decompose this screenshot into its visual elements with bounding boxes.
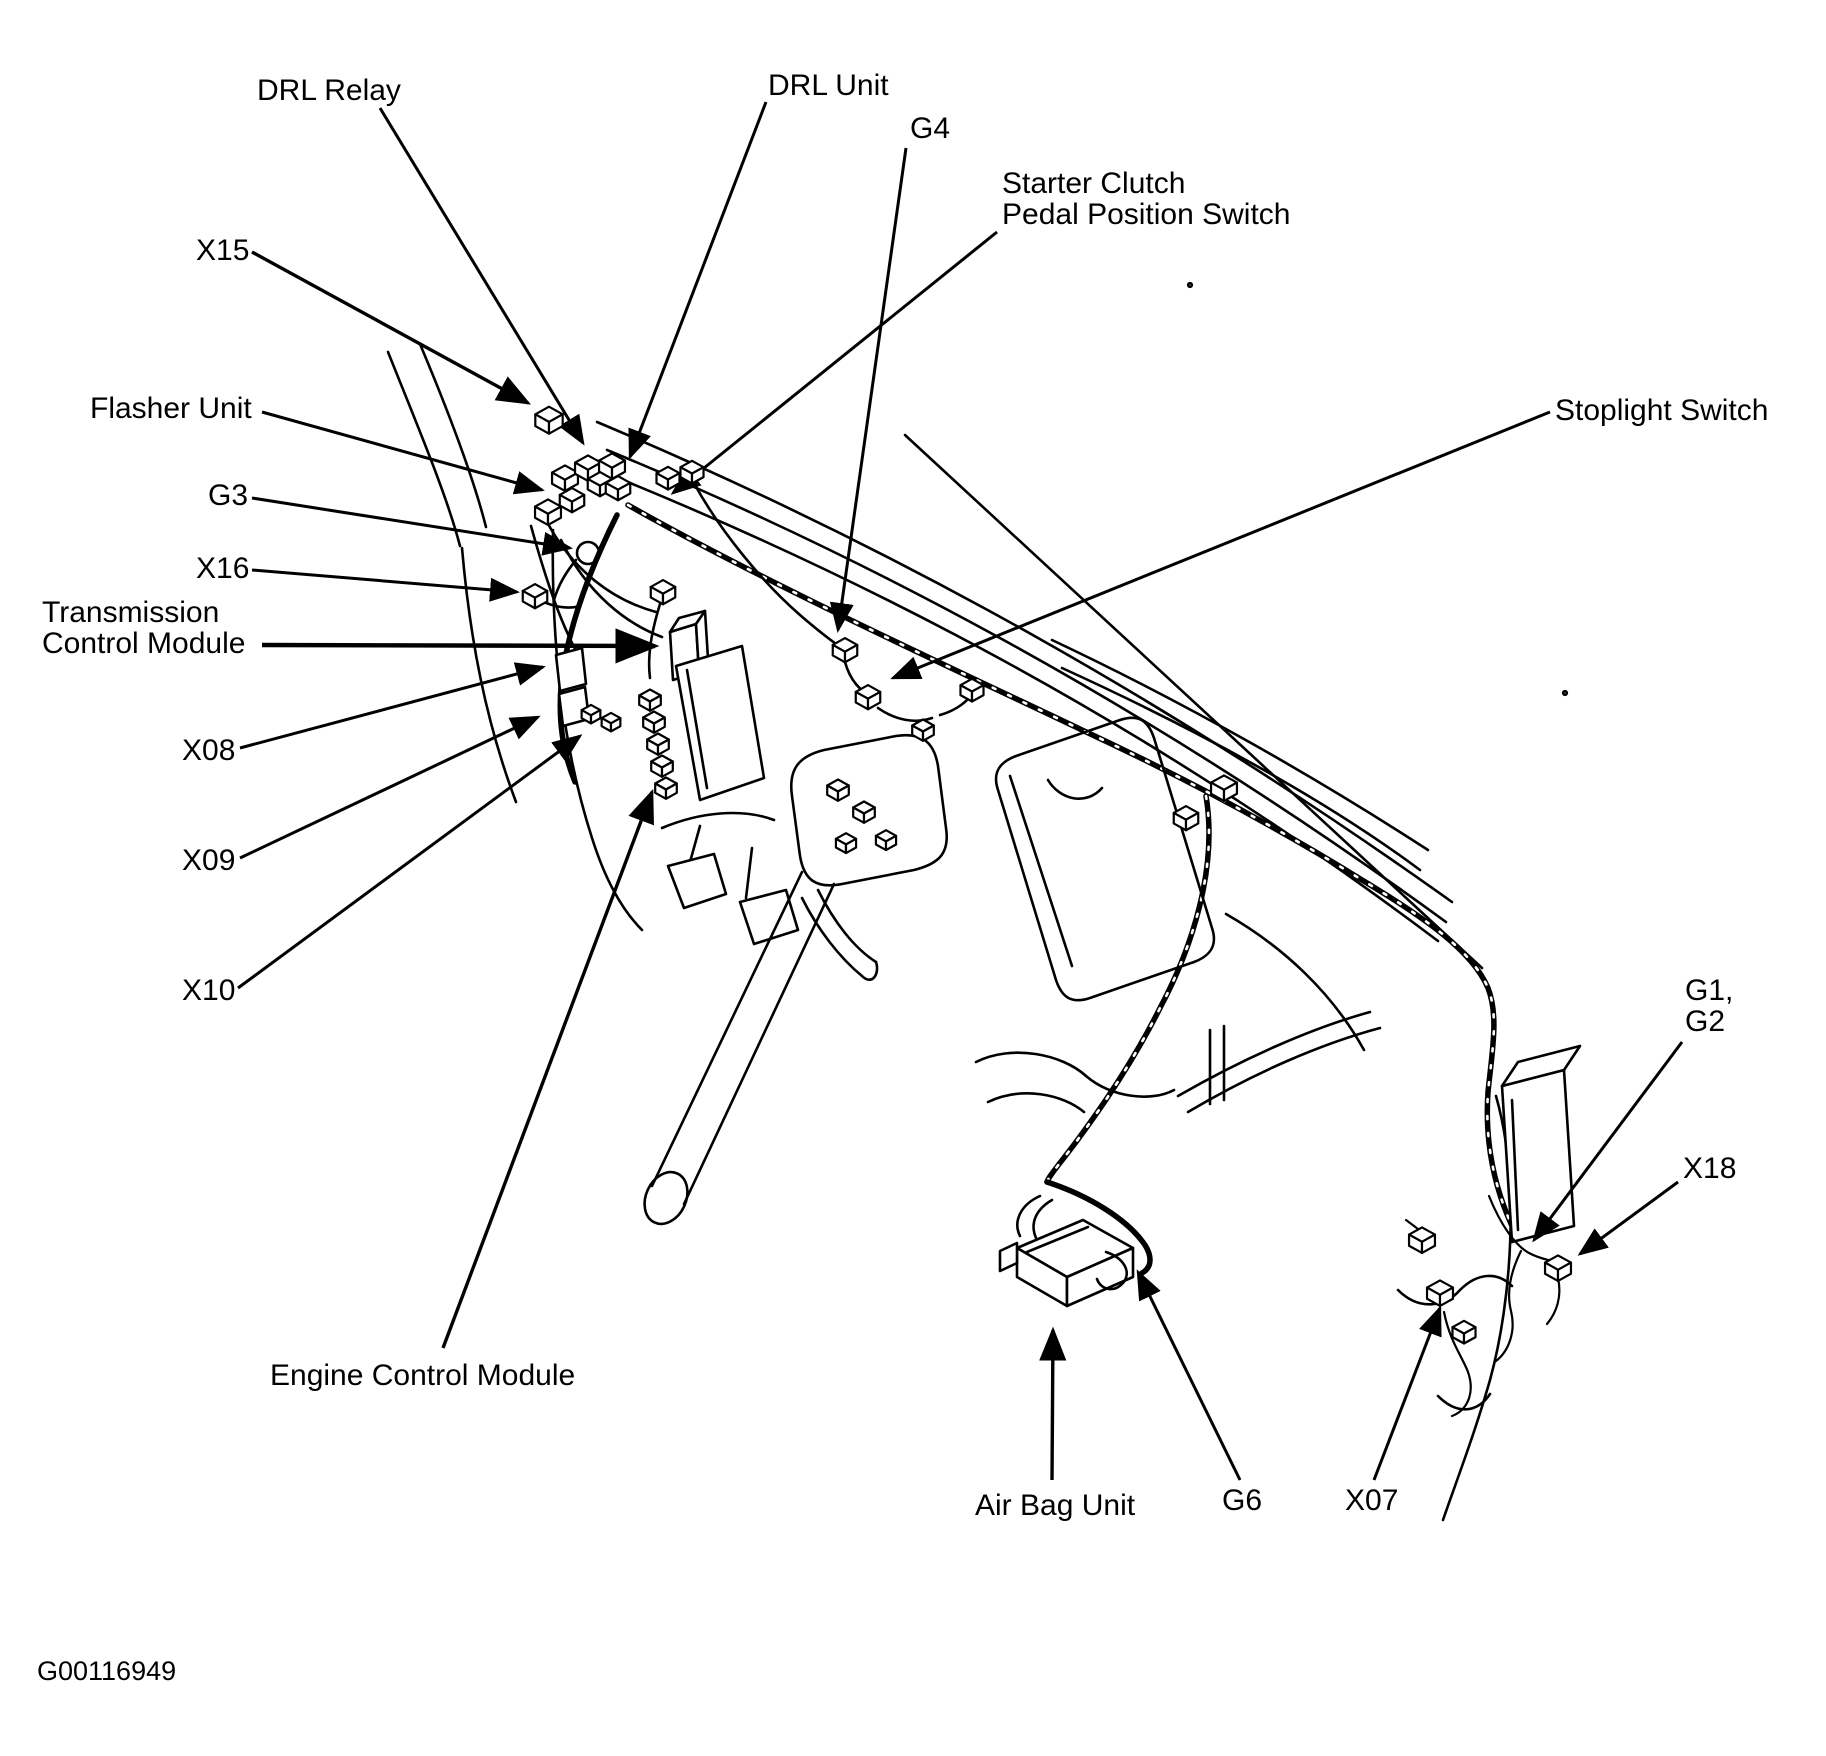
flasher-unit-connector — [535, 499, 561, 525]
column-bracket-connector — [876, 830, 896, 850]
x07-connector — [1427, 1280, 1453, 1306]
airbag-harness-branch — [1017, 796, 1209, 1273]
starter-clutch-switch-connector — [656, 467, 679, 490]
transmission-control-module-leader-line — [262, 645, 655, 646]
column-bracket-connector — [827, 780, 849, 801]
label-x07: X07 — [1345, 1484, 1399, 1517]
right-kick-panel-box — [1502, 1046, 1580, 1242]
label-drl-unit: DRL Unit — [768, 69, 889, 102]
label-engine-control-module: Engine Control Module — [270, 1359, 576, 1392]
x10-leader-line — [238, 736, 580, 988]
label-drl-relay: DRL Relay — [257, 74, 401, 107]
stoplight-switch-connector — [856, 685, 880, 709]
windshield-edge-line — [905, 435, 1482, 968]
x09-leader-line — [240, 717, 538, 858]
air-bag-unit-leader-line — [1052, 1330, 1053, 1480]
g3-leader-line — [252, 498, 570, 548]
engine-control-module-box — [676, 646, 764, 800]
ecm-stack-connector — [655, 778, 677, 799]
figure-id: G00116949 — [37, 1656, 177, 1686]
label-g1-g2: G1, G2 — [1685, 974, 1734, 1038]
label-transmission-control-module: Transmission Control Module — [42, 596, 246, 660]
x07-leader-line — [1374, 1308, 1440, 1480]
x18-leader-line — [1580, 1182, 1678, 1254]
right-kick-panel-connector — [1409, 1227, 1435, 1253]
starter-clutch-pedal-position-switch-leader-line — [673, 232, 997, 493]
harness-connector — [960, 679, 983, 702]
drl-relay-leader-line — [380, 108, 583, 443]
x16-leader-line — [252, 570, 517, 592]
label-stoplight-switch: Stoplight Switch — [1555, 394, 1769, 427]
right-side-trim — [1178, 914, 1512, 1520]
g4-ground-connector — [833, 638, 857, 662]
engine-control-module-leader-line — [443, 792, 652, 1348]
ecm-stack-connector — [651, 756, 673, 777]
label-x15: X15 — [196, 234, 250, 267]
label-x16: X16 — [196, 552, 250, 585]
column-bracket-connector — [853, 802, 875, 823]
label-air-bag-unit: Air Bag Unit — [975, 1489, 1136, 1522]
speck — [1188, 283, 1192, 287]
right-kick-panel-connector — [1452, 1321, 1475, 1344]
harness-connector — [912, 720, 934, 741]
x16-connector — [523, 584, 547, 608]
column-junction-connector — [1211, 775, 1237, 801]
x18-connector — [1545, 1255, 1571, 1281]
label-g3: G3 — [208, 479, 249, 512]
label-starter-clutch-pedal-position-switch: Starter Clutch Pedal Position Switch — [1002, 167, 1291, 231]
x10-connector — [582, 705, 601, 723]
left-a-pillar — [388, 344, 642, 930]
label-x10: X10 — [182, 974, 236, 1007]
main-wiring-harness — [628, 505, 1512, 1226]
g4-leader-line — [838, 148, 906, 630]
relay-cluster-connector — [606, 476, 630, 500]
x15-leader-line — [252, 252, 528, 403]
left-harness-drop — [528, 515, 662, 782]
ecm-stack-connector — [647, 734, 669, 755]
relay-cluster-connector — [560, 488, 584, 512]
column-junction-connector — [1174, 806, 1198, 830]
x15-connector — [535, 407, 562, 434]
label-g6: G6 — [1222, 1484, 1263, 1517]
speck — [1563, 691, 1567, 695]
column-bracket-connector — [836, 833, 856, 853]
leader-lines — [238, 102, 1682, 1480]
drl-unit-leader-line — [630, 102, 766, 457]
x10-connector — [602, 713, 621, 731]
label-g4: G4 — [910, 112, 951, 145]
flasher-unit-leader-line — [262, 412, 542, 490]
label-x18: X18 — [1683, 1152, 1737, 1185]
label-x08: X08 — [182, 734, 236, 767]
stoplight-switch-leader-line — [893, 412, 1550, 678]
center-console — [976, 1026, 1224, 1112]
ecm-stack-connector — [643, 712, 665, 733]
steering-column — [636, 735, 946, 1231]
label-x09: X09 — [182, 844, 236, 877]
g6-leader-line — [1138, 1272, 1240, 1480]
ecm-stack-connector — [639, 690, 661, 711]
harness-connector — [651, 580, 675, 604]
label-flasher-unit: Flasher Unit — [90, 392, 252, 425]
starter-clutch-switch-connector — [680, 461, 703, 484]
